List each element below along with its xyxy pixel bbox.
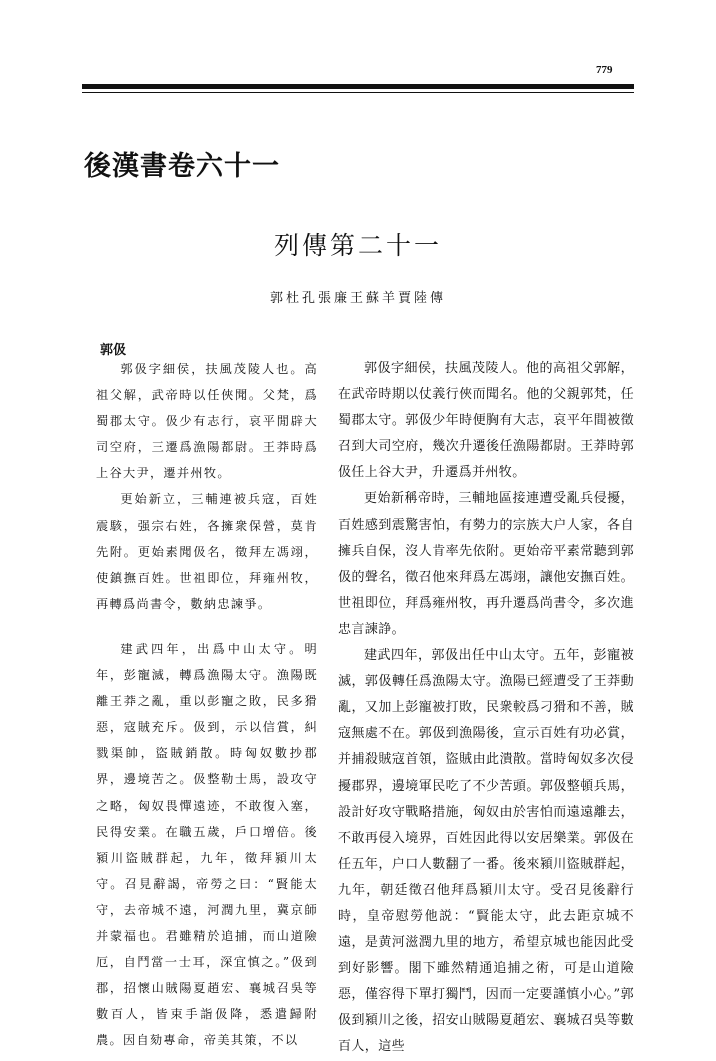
classical-paragraph: 郭伋字細侯，扶風茂陵人也。高祖父解，武帝時以任俠聞。父梵，爲蜀郡太守。伋少有志行，哀平閒辟大司空府，三遷爲漁陽都尉。王莽時爲上谷大尹，遷并州牧。 <box>96 362 318 481</box>
modern-paragraph: 建武四年，郭伋出任中山太守。五年，彭寵被滅，郭伋轉任爲漁陽太守。漁陽已經遭受了王莽動亂，又加上彭寵被打敗，民衆較爲刁猾和不善，賊寇無處不在。郭伋到漁陽後，宣示百姓有功必賞，并捕殺賊寇首領，盜賊由此潰散。當時匈奴多次侵擾郡界，邊境軍民吃了不少苦頭。郭伋整頓兵馬，設計好攻守戰略措施，匈奴由於害怕而遠遠離去，不敢再侵入境界，百姓因此得以安居樂業。郭伋在任五年，户口人數翻了一番。後來潁川盜賊群起，九年，朝廷徵召他拜爲潁川太守。受召見後辭行時，皇帝慰勞他説：“賢能太守，此去距京城不遠，是黄河滋潤九里的地方，希望京城也能因此受到好影響。閣下雖然精通追捕之術，可是山道險惡，僅容得下單打獨鬥，因而一定要謹慎小心。”郭伋到潁川之後，招安山賊陽夏趙宏、襄城召吳等數百人，這些 <box>338 648 634 1055</box>
modern-paragraph: 郭伋字細侯，扶風茂陵人。他的高祖父郭解，在武帝時期以仗義行俠而聞名。他的父親郭梵，任蜀郡太守。郭伋少年時便胸有大志，哀平年間被徵召到大司空府，幾次升遷後任漁陽都尉。王莽時郭伋任上谷大尹，升遷爲并州牧。 <box>338 361 634 481</box>
biography-names: 郭杜孔張廉王蘇羊賈陸傳 <box>269 291 446 306</box>
modern-translation-column <box>338 356 634 1061</box>
header-rule-thick <box>82 84 634 89</box>
classical-text-column <box>96 356 318 1053</box>
chapter-title: 列傳第二十一 <box>273 231 442 260</box>
book-title: 後漢書卷六十一 <box>84 151 280 182</box>
modern-paragraph: 更始新稱帝時，三輔地區接連遭受亂兵侵擾，百姓感到震驚害怕，有勢力的宗族大户人家，各自擁兵自保，沒人肯率先依附。更始帝平素常聽到郭伋的聲名，徵召他來拜爲左馮翊，讓他安撫百姓。世祖即位，拜爲雍州牧，再升遷爲尚書令，多次進忠言諫諍。 <box>338 491 634 637</box>
classical-paragraph: 建武四年，出爲中山太守。明年，彭寵滅，轉爲漁陽太守。漁陽既離王莽之亂，重以彭寵之敗，民多猾惡，寇賊充斥。伋到，示以信賞，糾戮渠帥，盜賊銷散。時匈奴數抄郡界，邊境苦之。伋整勒士馬，設攻守之略，匈奴畏憚遠迹，不敢復入塞，民得安業。在職五歲，戶口增倍。後潁川盜賊群起，九年，徵拜潁川太守。召見辭謁，帝勞之曰：“賢能太守，去帝城不遠，河潤九里，冀京師并蒙福也。君雖精於追捕，而山道險厄，自鬥當一士耳，深宜慎之。”伋到郡，招懷山賊陽夏趙宏、襄城召吳等數百人，皆束手詣伋降，悉遣歸附農。因自劾專命，帝美其策，不以 <box>96 641 318 1048</box>
section-heading: 郭伋 <box>100 343 127 358</box>
classical-paragraph: 更始新立，三輔連被兵寇，百姓震駭，强宗右姓，各擁衆保營，莫肯先附。更始素聞伋名，徵拜左馮翊，使鎮撫百姓。世祖即位，拜雍州牧，再轉爲尚書令，數納忠諫爭。 <box>96 492 318 611</box>
page-number: 779 <box>596 64 613 76</box>
header-rule-thin <box>82 92 634 93</box>
